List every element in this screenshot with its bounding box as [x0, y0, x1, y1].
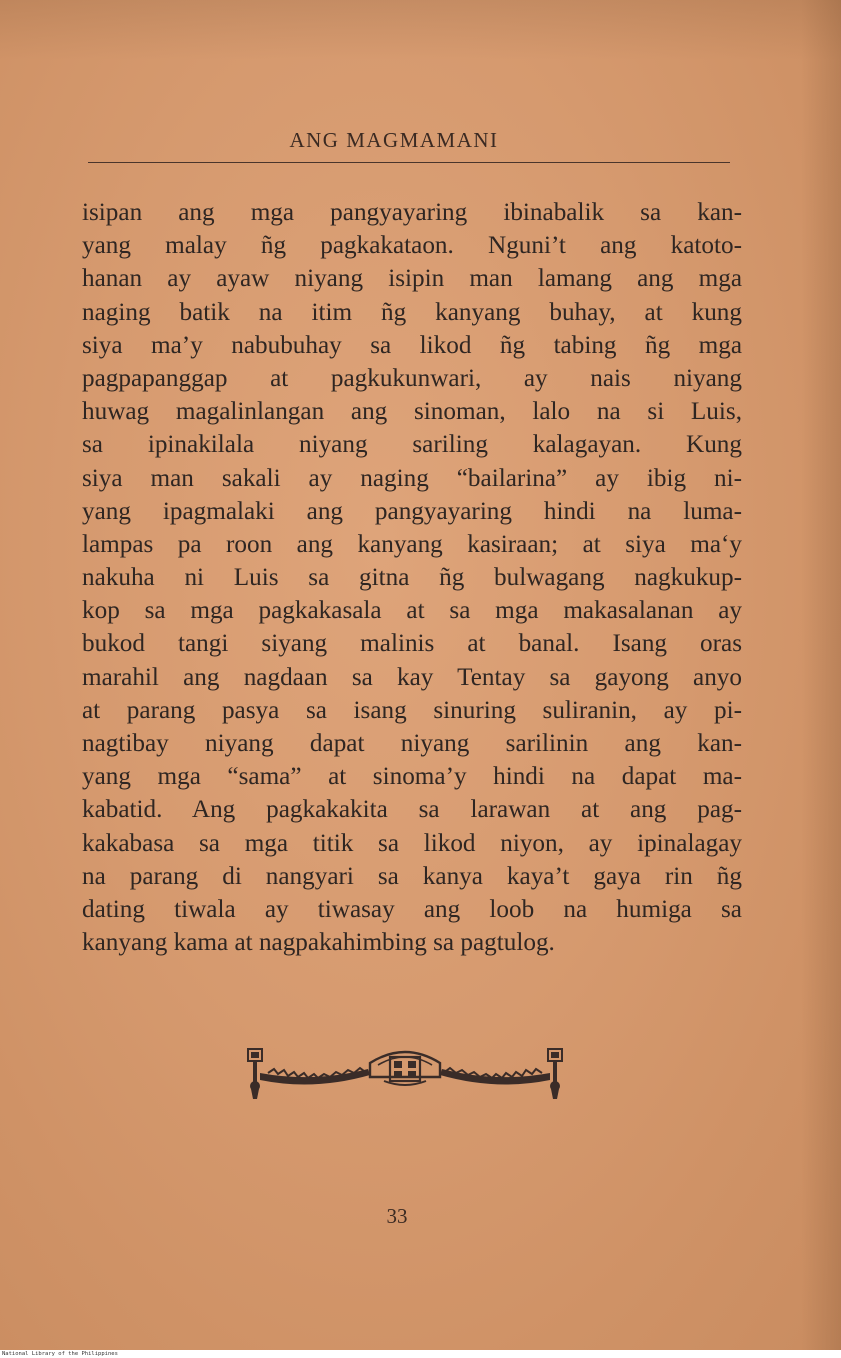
text-line: kakabasa sa mga titik sa likod niyon, ay ipinalagay: [82, 829, 742, 857]
text-line: kop sa mga pagkakasala at sa mga makasalanan ay: [82, 597, 742, 625]
text-line: at parang pasya sa isang sinuring suliranin, ay pi-: [82, 696, 742, 724]
text-line: isipan ang mga pangyayaring ibinabalik sa kan-: [82, 199, 742, 226]
text-line: nakuha ni Luis sa gitna ñg bulwagang nagkukup-: [82, 564, 742, 592]
text-line: nagtibay niyang dapat niyang sarilinin ang kan-: [82, 730, 742, 757]
text-line: hanan ay ayaw niyang isipin man lamang ang mga: [82, 265, 742, 293]
text-line: siya ma’y nabubuhay sa likod ñg tabing ñg mga: [82, 331, 742, 359]
scan-footer-strip: [0, 1350, 841, 1358]
text-line: sa ipinakilala niyang sariling kalagayan. Kung: [82, 431, 742, 459]
garland-ornament-icon: [244, 1043, 566, 1105]
text-line: na parang di nangyari sa kanya kaya’t gaya rin ñg: [82, 862, 742, 890]
text-line: yang ipagmalaki ang pangyayaring hindi na luma-: [82, 497, 742, 525]
text-line: huwag magalinlangan ang sinoman, lalo na si Luis,: [82, 398, 742, 426]
header-rule: [88, 162, 730, 163]
text-line: yang mga “sama” at sinoma’y hindi na dapat ma-: [82, 763, 742, 791]
text-line: lampas pa roon ang kanyang kasiraan; at siya ma‘y: [82, 530, 742, 558]
page-number: 33: [386, 1204, 408, 1228]
text-line: pagpapanggap at pagkukunwari, ay nais niyang: [82, 364, 742, 392]
text-line: bukod tangi siyang malinis at banal. Isang oras: [82, 630, 742, 658]
text-line: marahil ang nagdaan sa kay Tentay sa gayong anyo: [82, 663, 742, 691]
text-line-last: kanyang kama at nagpakahimbing sa pagtulog.: [82, 929, 555, 957]
running-title: ANG MAGMAMANI: [289, 128, 499, 152]
body-paragraph: [82, 196, 742, 959]
text-line: dating tiwala ay tiwasay ang loob na humiga sa: [82, 895, 742, 923]
text-line: yang malay ñg pagkakataon. Nguni’t ang katoto-: [82, 232, 742, 260]
text-line: siya man sakali ay naging “bailarina” ay ibig ni-: [82, 464, 742, 492]
text-line: naging batik na itim ñg kanyang buhay, at kung: [82, 298, 742, 326]
scan-credit: National Library of the Philippines: [2, 1351, 118, 1357]
text-line: kabatid. Ang pagkakakita sa larawan at ang pag-: [82, 796, 742, 824]
